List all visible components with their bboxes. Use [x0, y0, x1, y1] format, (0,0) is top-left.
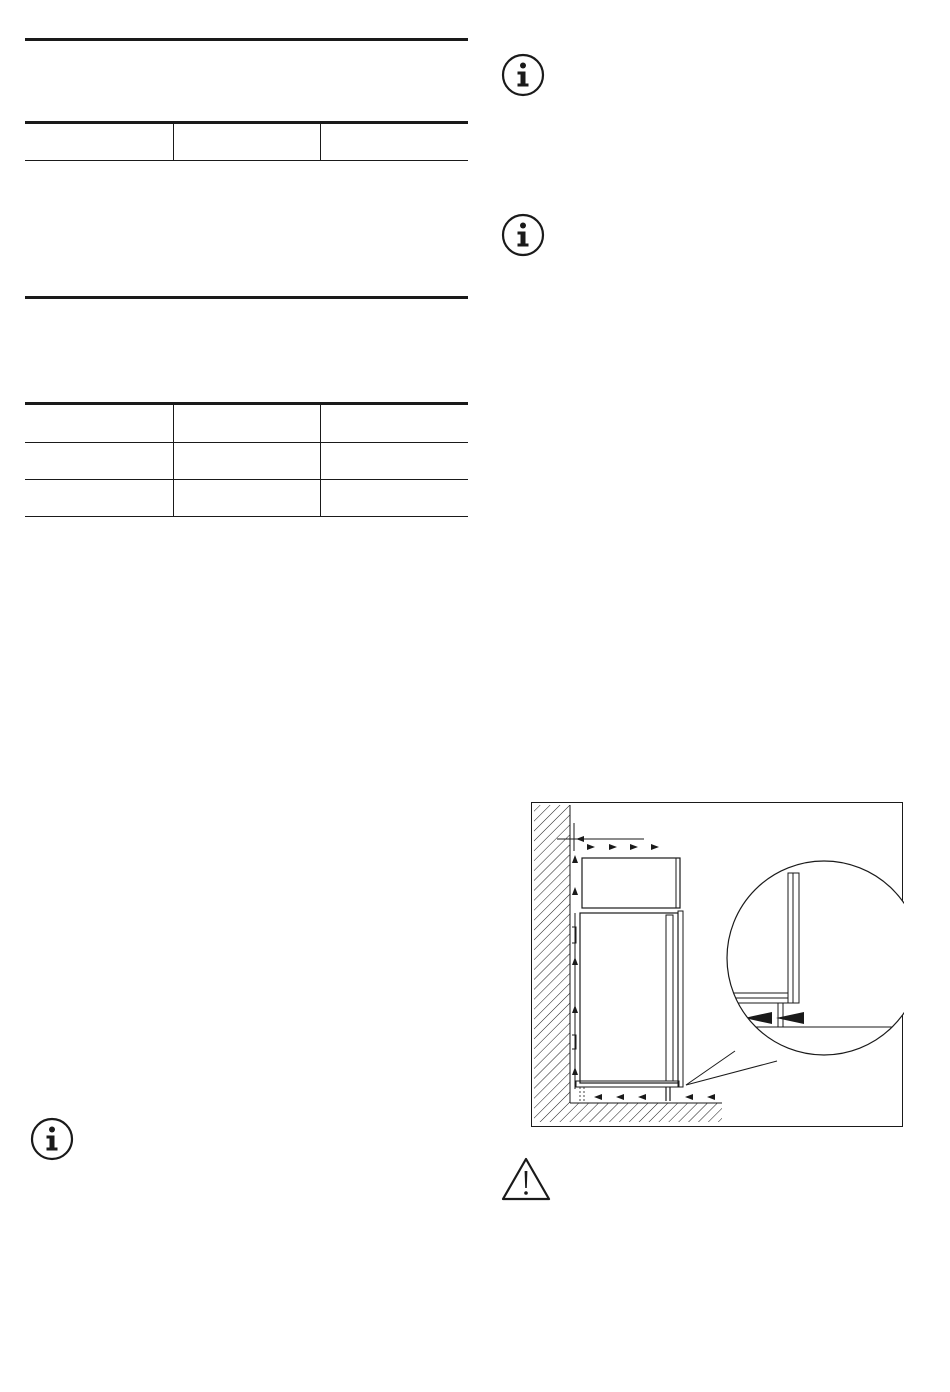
upper-cabinet	[582, 858, 680, 908]
table-2-col-divider	[320, 405, 321, 517]
info-icon	[501, 53, 545, 97]
section-1-top-rule	[25, 38, 468, 41]
table-1-bottom-rule	[25, 160, 468, 161]
detail-magnifier	[706, 861, 904, 1055]
table-2-top-rule	[25, 402, 468, 405]
appliance-door	[666, 915, 673, 1081]
ventilation-diagram-drawing	[532, 803, 904, 1128]
info-icon	[501, 213, 545, 257]
table-1-top-rule	[25, 121, 468, 124]
cabinet-side-panel	[678, 911, 683, 1087]
appliance-body	[580, 913, 678, 1083]
floor-hatch	[570, 1103, 722, 1122]
table-1-col-divider	[320, 124, 321, 160]
ventilation-diagram	[531, 802, 903, 1127]
air-flow-arrows-bottom	[594, 1094, 715, 1100]
table-2-row-rule	[25, 442, 468, 443]
air-flow-arrows-top	[587, 844, 659, 850]
table-2-bottom-rule	[25, 516, 468, 517]
table-2-col-divider	[173, 405, 174, 517]
info-icon	[30, 1117, 74, 1161]
table-2-row-rule	[25, 479, 468, 480]
plinth	[576, 1081, 679, 1087]
wall-hatch	[534, 805, 570, 1122]
section-2-top-rule	[25, 296, 468, 299]
table-1-col-divider	[173, 124, 174, 160]
warning-icon	[500, 1156, 552, 1202]
